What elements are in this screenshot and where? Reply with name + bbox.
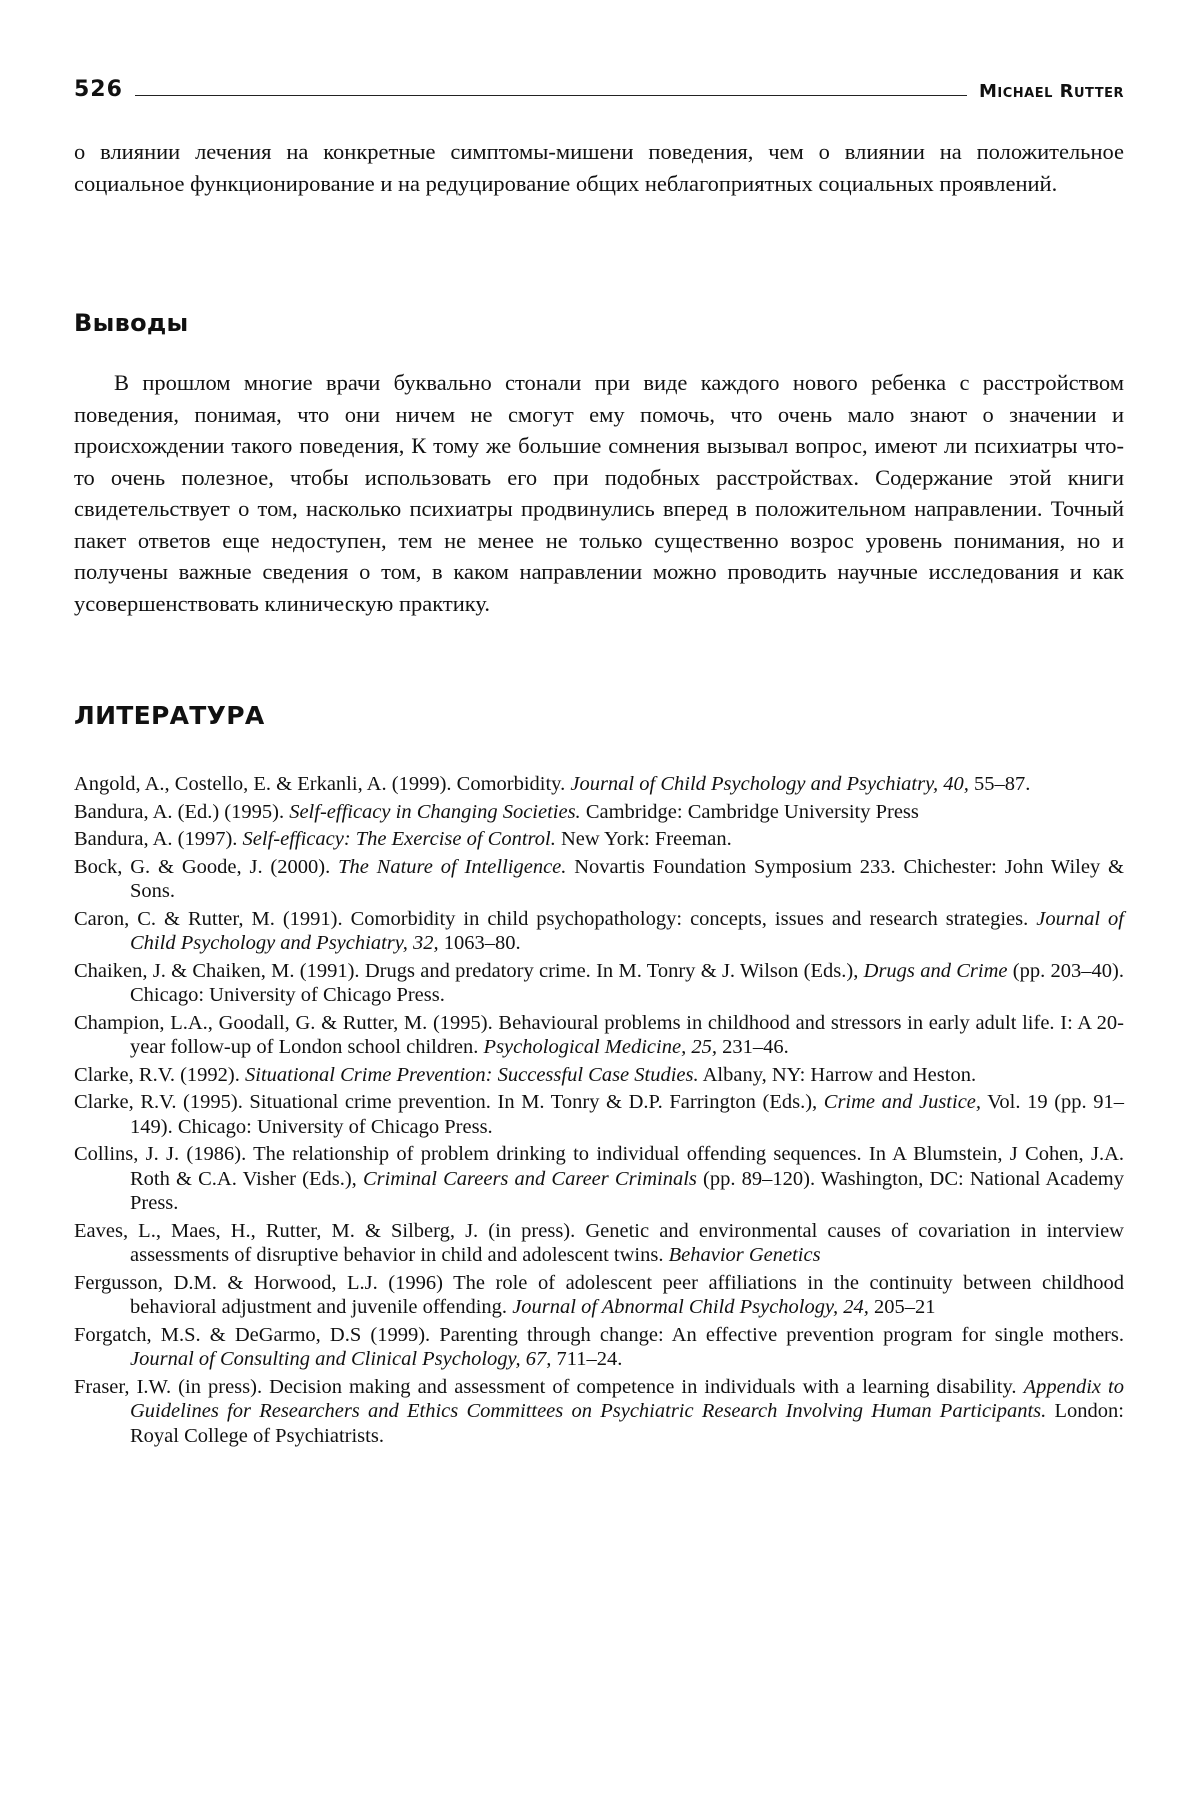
reference-italic: Self-efficacy: The Exercise of Control. <box>242 828 556 850</box>
reference-tail: 55–87. <box>968 773 1031 795</box>
reference-tail: Vol. 19 (pp. 91–149). Chicago: University of Chicago Press. <box>130 1091 1124 1138</box>
reference-italic: Self-efficacy in Changing Societies. <box>289 800 581 823</box>
reference-text: Chaiken, J. & Chaiken, M. (1991). Drugs and predatory crime. In M. Tonry & J. Wilson (Eds.), <box>74 959 864 982</box>
reference-italic: Drugs and Crime <box>863 959 1008 982</box>
reference-entry <box>74 959 1124 1008</box>
header-rule <box>135 95 967 96</box>
reference-italic: Appendix to Guidelines for Researchers and Ethics Committees on Psychiatric Research Involving Human Participants. <box>130 1375 1124 1422</box>
reference-text: Bock, G. & Goode, J. (2000). <box>74 855 339 878</box>
conclusions-heading: Выводы <box>74 309 189 337</box>
reference-tail: (pp. 203–40). Chicago: University of Chicago Press. <box>130 959 1125 1006</box>
reference-entry <box>74 772 1124 797</box>
reference-entry <box>74 907 1124 956</box>
reference-text: Fergusson, D.M. & Horwood, L.J. (1996) The role of adolescent peer affiliations in the continuity between childhood behavioral adjustment and juvenile offending. <box>74 1271 1124 1318</box>
reference-entry <box>74 800 1124 825</box>
reference-text: Eaves, L., Maes, H., Rutter, M. & Silberg, J. (in press). Genetic and environmental causes of covariation in interview assessments of disruptive behavior in child and adolescent twins. <box>74 1219 1124 1266</box>
reference-italic: Behavior Genetics <box>668 1244 821 1266</box>
reference-italic: The Nature of Intelligence. <box>338 855 567 878</box>
reference-italic: Crime and Justice, <box>823 1091 982 1113</box>
reference-text: Clarke, R.V. (1995). Situational crime prevention. In M. Tonry & D.P. Farrington (Eds.), <box>74 1091 824 1113</box>
continuation-paragraph: о влиянии лечения на конкретные симптомы-мишени поведения, чем о влиянии на положительное социальное функционирование и на редуцирование общих неблагоприятных социальных проявлений. <box>74 139 1124 196</box>
conclusions-paragraph: В прошлом многие врачи буквально стонали при виде каждого нового ребенка с расстройством поведения, понимая, что они ничем не смогут ему помочь, что очень мало знают о значении и происхождении такого поведения, К тому же большие сомнения вызывал вопрос, имеют ли психиатры что-то очень полезное, чтобы использовать его при подобных расстройствах. Содержание этой книги свидетельствует о том, насколько психиатры продвинулись вперед в положительном направлении. Точный пакет ответов еще недоступен, тем не менее не только существенно возрос уровень понимания, но и получены важные сведения о том, в каком направлении можно проводить научные исследования и как усовершенствовать клиническую практику. <box>74 370 1124 616</box>
reference-tail: 231–46. <box>716 1036 789 1058</box>
reference-text: Collins, J. J. (1986). The relationship of problem drinking to individual offending sequences. In A Blumstein, J Cohen, J.A. Roth & C.A. Visher (Eds.), <box>74 1143 1124 1190</box>
reference-tail: (pp. 89–120). Washington, DC: National Academy Press. <box>130 1167 1125 1214</box>
reference-entry <box>74 1375 1124 1449</box>
page-number: 526 <box>74 77 123 102</box>
reference-entry <box>74 1271 1124 1320</box>
reference-text: Forgatch, M.S. & DeGarmo, D.S (1999). Parenting through change: An effective prevention program for single mothers. <box>74 1323 1124 1346</box>
reference-entry <box>74 1142 1124 1216</box>
reference-entry <box>74 1063 1124 1088</box>
book-page <box>74 62 1124 1451</box>
reference-text: Caron, C. & Rutter, M. (1991). Comorbidity in child psychopathology: concepts, issues and research strategies. <box>74 907 1037 930</box>
reference-italic: Criminal Careers and Career Criminals <box>362 1167 697 1190</box>
reference-italic: Situational Crime Prevention: Successful Case Studies. <box>245 1063 699 1086</box>
reference-text: Bandura, A. (Ed.) (1995). <box>74 800 290 823</box>
reference-tail: Albany, NY: Harrow and Heston. <box>698 1063 977 1086</box>
reference-tail: Cambridge: Cambridge University Press <box>580 800 919 823</box>
reference-entry <box>74 1090 1124 1139</box>
reference-entry <box>74 1011 1124 1060</box>
reference-italic: Journal of Child Psychology and Psychiatry, 32, <box>130 907 1124 954</box>
reference-tail: 711–24. <box>551 1348 623 1370</box>
reference-entry <box>74 827 1124 852</box>
reference-tail: 205–21 <box>868 1296 936 1318</box>
running-head <box>74 62 1124 102</box>
reference-italic: Journal of Consulting and Clinical Psychology, 67, <box>130 1348 552 1370</box>
reference-entry <box>74 1323 1124 1372</box>
running-head-author: Michael Rutter <box>978 81 1124 102</box>
reference-italic: Psychological Medicine, 25, <box>483 1036 717 1058</box>
reference-tail: London: Royal College of Psychiatrists. <box>130 1400 1124 1447</box>
reference-tail: 1063–80. <box>438 932 521 954</box>
reference-list <box>74 772 1124 1448</box>
reference-text: Champion, L.A., Goodall, G. & Rutter, M. (1995). Behavioural problems in childhood and stressors in early adult life. I: A 20-year follow-up of London school children. <box>74 1011 1124 1058</box>
reference-entry <box>74 855 1124 904</box>
reference-italic: Journal of Abnormal Child Psychology, 24, <box>512 1296 869 1318</box>
reference-tail: Novartis Foundation Symposium 233. Chichester: John Wiley & Sons. <box>130 855 1124 902</box>
reference-text: Bandura, A. (1997). <box>74 828 243 850</box>
reference-entry <box>74 1219 1124 1268</box>
references-heading: ЛИТЕРАТУРА <box>74 701 265 730</box>
reference-text: Fraser, I.W. (in press). Decision making and assessment of competence in individuals with a learning disability. <box>74 1375 1024 1398</box>
reference-tail: New York: Freeman. <box>555 828 732 850</box>
reference-italic: Journal of Child Psychology and Psychiatry, 40, <box>570 773 969 795</box>
reference-text: Clarke, R.V. (1992). <box>74 1063 246 1086</box>
reference-text: Angold, A., Costello, E. & Erkanli, A. (1999). Comorbidity. <box>74 773 571 795</box>
